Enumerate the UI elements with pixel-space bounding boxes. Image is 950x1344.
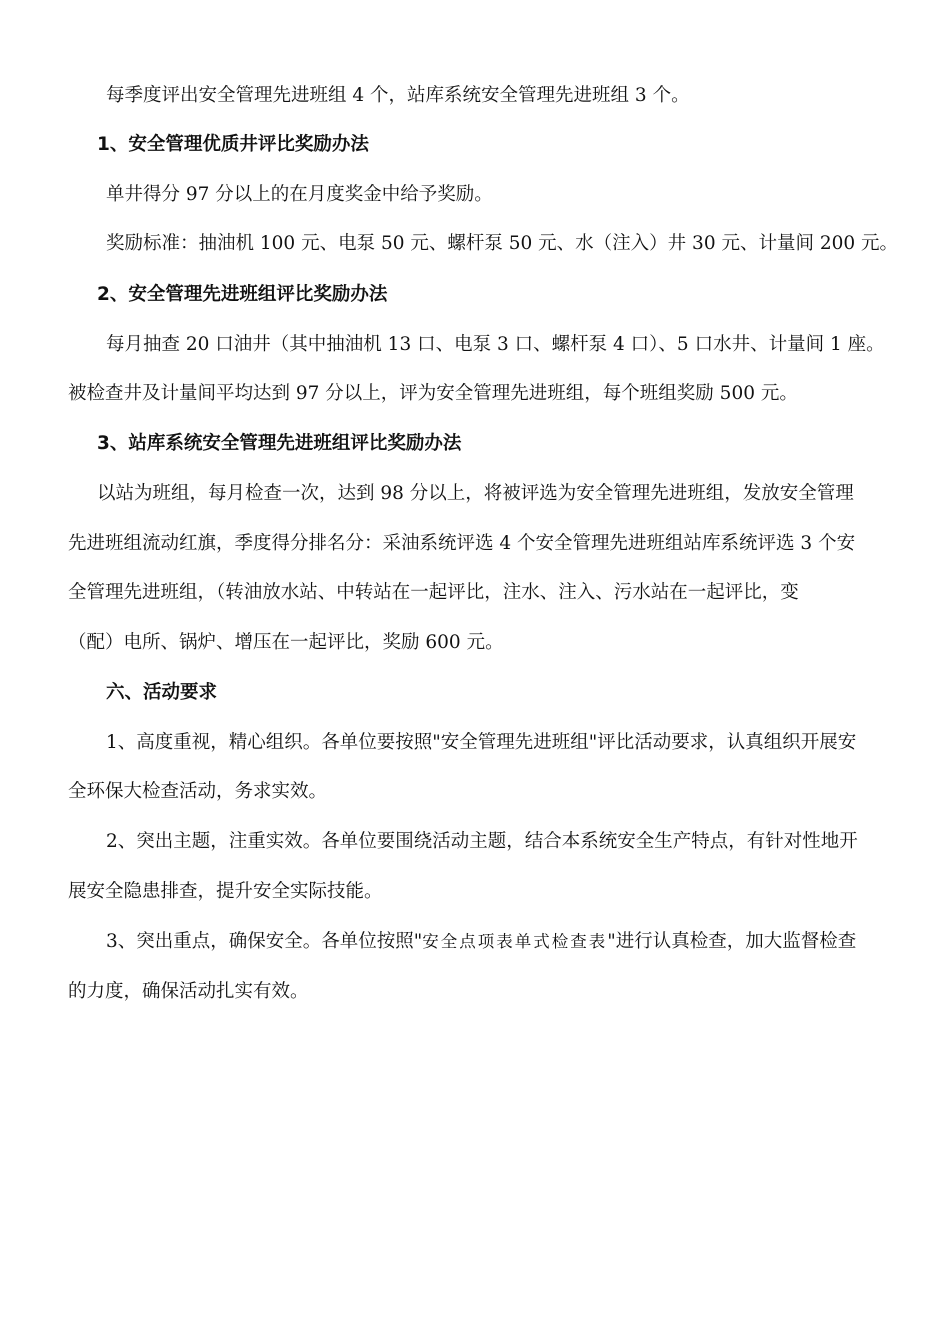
paragraph-requirement-2-line-1: 2、突出主题，注重实效。各单位要围绕活动主题，结合本系统安全生产特点，有针对性地开 <box>106 831 858 852</box>
paragraph-monthly-inspection: 每月抽查 20 口油井（其中抽油机 13 口、电泵 3 口、螺杆泵 4 口）、5 口水井、计量间 1 座。 <box>106 334 885 355</box>
inspection-form-name: 安全点项表单式检查表 <box>422 932 608 951</box>
paragraph-single-well-score: 单井得分 97 分以上的在月度奖金中给予奖励。 <box>106 184 493 205</box>
paragraph-requirement-2-line-2: 展安全隐患排查，提升安全实际技能。 <box>68 881 383 902</box>
paragraph-requirement-3-line-2: 的力度，确保活动扎实有效。 <box>68 981 309 1002</box>
requirement-3-text-before: 3、突出重点，确保安全。各单位按照" <box>106 931 423 952</box>
heading-activity-requirements: 六、活动要求 <box>106 682 218 703</box>
paragraph-award-standard: 奖励标准：抽油机 100 元、电泵 50 元、螺杆泵 50 元、水（注入）井 30 元、计量间 200 元。 <box>106 233 899 254</box>
requirement-3-text-after: "进行认真检查，加大监督检查 <box>607 931 857 952</box>
paragraph-requirement-1-line-1: 1、高度重视，精心组织。各单位要按照"安全管理先进班组"评比活动要求，认真组织开展安 <box>106 732 857 753</box>
paragraph-station-line-2: 先进班组流动红旗，季度得分排名分：采油系统评选 4 个安全管理先进班组站库系统评选 3 个安 <box>68 533 856 554</box>
paragraph-station-line-3: 全管理先进班组，（转油放水站、中转站在一起评比，注水、注入、污水站在一起评比，变 <box>68 582 799 603</box>
heading-station-team-award: 3、站库系统安全管理先进班组评比奖励办法 <box>97 433 462 454</box>
paragraph-quarterly-selection: 每季度评出安全管理先进班组 4 个，站库系统安全管理先进班组 3 个。 <box>106 85 690 106</box>
paragraph-inspection-result: 被检查井及计量间平均达到 97 分以上，评为安全管理先进班组，每个班组奖励 500 元。 <box>68 383 798 404</box>
paragraph-requirement-3-line-1 <box>106 930 856 954</box>
paragraph-requirement-1-line-2: 全环保大检查活动，务求实效。 <box>68 781 328 802</box>
paragraph-station-line-4: （配）电所、锅炉、增压在一起评比，奖励 600 元。 <box>68 632 504 653</box>
paragraph-station-line-1: 以站为班组，每月检查一次，达到 98 分以上，将被评选为安全管理先进班组，发放安全管理 <box>97 483 854 504</box>
heading-advanced-team-award: 2、安全管理先进班组评比奖励办法 <box>97 284 388 305</box>
heading-quality-well-award: 1、安全管理优质井评比奖励办法 <box>97 134 369 155</box>
